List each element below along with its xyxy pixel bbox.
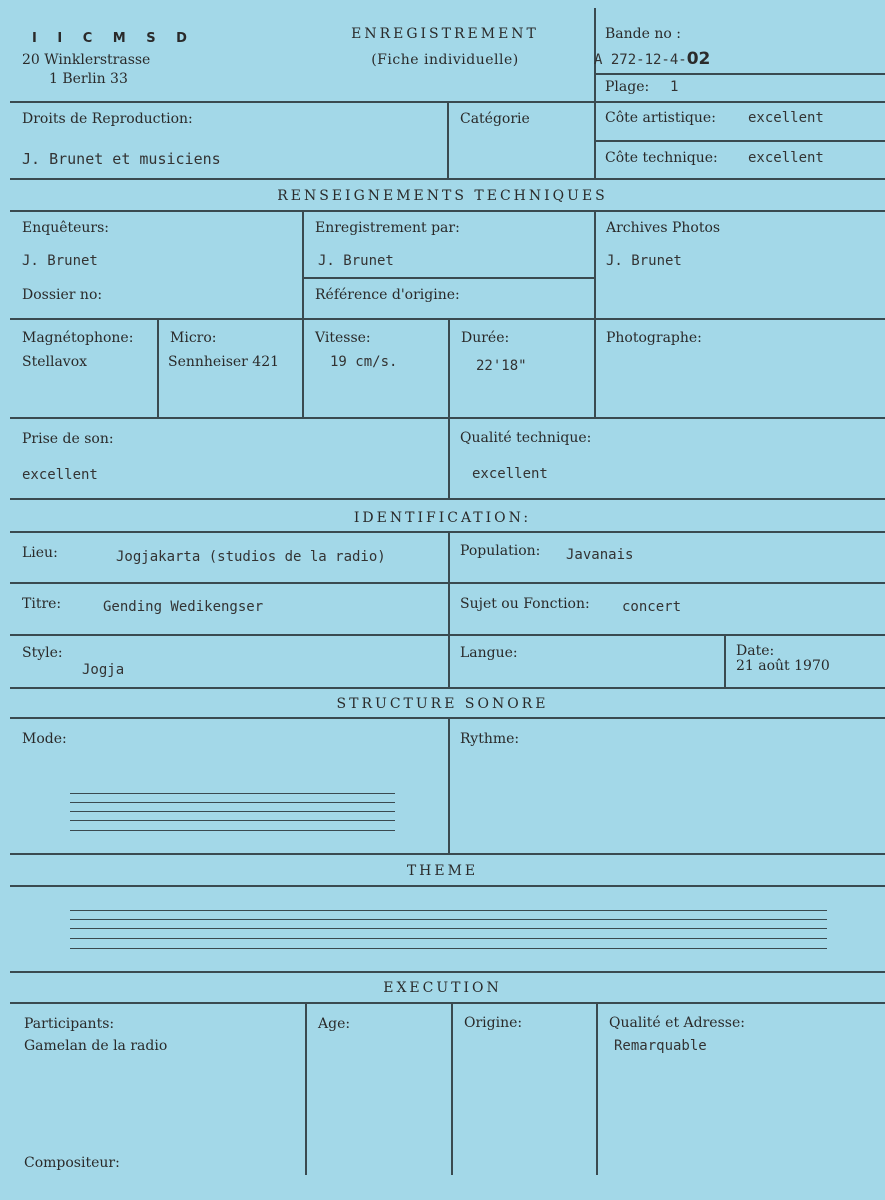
form-subtitle: (Fiche individuelle)	[371, 52, 519, 68]
style-value: Jogja	[82, 662, 125, 678]
population-value: Javanais	[566, 547, 634, 563]
magnetophone-value: Stellavox	[22, 354, 88, 370]
enqueteurs-value: J. Brunet	[22, 253, 98, 269]
bande-label: Bande no :	[605, 26, 681, 42]
cote-artistique-label: Côte artistique:	[605, 110, 716, 126]
micro-value: Sennheiser 421	[168, 354, 280, 370]
qualite-adresse-label: Qualité et Adresse:	[609, 1015, 745, 1031]
categorie-label: Catégorie	[460, 111, 530, 127]
prise-de-son-label: Prise de son:	[22, 431, 114, 447]
plage-value: 1	[670, 79, 679, 95]
vitesse-value: 19 cm/s.	[330, 354, 398, 370]
archives-label: Archives Photos	[606, 220, 721, 236]
micro-label: Micro:	[170, 330, 217, 346]
enregistrement-par-label: Enregistrement par:	[315, 220, 460, 236]
compositeur-label: Compositeur:	[24, 1155, 120, 1171]
cote-technique-label: Côte technique:	[605, 150, 718, 166]
langue-label: Langue:	[460, 645, 518, 661]
date-label: Date:	[736, 643, 775, 659]
style-label: Style:	[22, 645, 63, 661]
magnetophone-label: Magnétophone:	[22, 330, 134, 346]
dossier-label: Dossier no:	[22, 287, 103, 303]
population-label: Population:	[460, 543, 541, 559]
reference-label: Référence d'origine:	[315, 287, 460, 303]
bande-value	[594, 50, 710, 70]
bande-handwritten: 02	[686, 49, 711, 69]
cote-artistique-value: excellent	[748, 110, 824, 126]
form-title: ENREGISTREMENT	[351, 26, 539, 42]
enregistrement-par-value: J. Brunet	[318, 253, 394, 269]
mode-label: Mode:	[22, 731, 67, 747]
age-label: Age:	[318, 1016, 351, 1032]
rights-value: J. Brunet et musiciens	[22, 150, 221, 168]
identification-heading: IDENTIFICATION:	[353, 510, 532, 526]
sujet-value: concert	[622, 599, 682, 615]
origine-label: Origine:	[464, 1015, 523, 1031]
participants-label: Participants:	[24, 1016, 115, 1032]
sujet-label: Sujet ou Fonction:	[460, 596, 590, 612]
execution-heading: EXECUTION	[383, 980, 502, 996]
qualite-adresse-value: Remarquable	[614, 1038, 707, 1054]
plage-label: Plage:	[605, 79, 650, 95]
photographe-label: Photographe:	[606, 330, 702, 346]
qualite-technique-label: Qualité technique:	[460, 430, 592, 446]
structure-heading: STRUCTURE SONORE	[336, 696, 549, 712]
titre-label: Titre:	[22, 596, 62, 612]
lieu-label: Lieu:	[22, 545, 58, 561]
address-line-1: 20 Winklerstrasse	[22, 52, 151, 68]
technical-heading: RENSEIGNEMENTS TECHNIQUES	[277, 188, 608, 204]
duree-label: Durée:	[461, 330, 510, 346]
rythme-label: Rythme:	[460, 731, 520, 747]
vitesse-label: Vitesse:	[315, 330, 371, 346]
qualite-technique-value: excellent	[472, 466, 548, 482]
titre-value: Gending Wedikengser	[103, 599, 264, 615]
bande-number: A 272-12-4-	[594, 52, 687, 68]
enqueteurs-label: Enquêteurs:	[22, 220, 110, 236]
lieu-value: Jogjakarta (studios de la radio)	[116, 549, 386, 565]
duree-value: 22'18"	[476, 358, 527, 374]
cote-technique-value: excellent	[748, 150, 824, 166]
participants-value: Gamelan de la radio	[24, 1038, 168, 1054]
archives-value: J. Brunet	[606, 253, 682, 269]
address-line-2: 1 Berlin 33	[49, 71, 128, 87]
theme-heading: THEME	[406, 863, 479, 879]
prise-de-son-value: excellent	[22, 467, 98, 483]
org-logo: I I C M S D	[32, 31, 195, 46]
rights-label: Droits de Reproduction:	[22, 111, 193, 127]
date-value: 21 août 1970	[736, 658, 830, 674]
